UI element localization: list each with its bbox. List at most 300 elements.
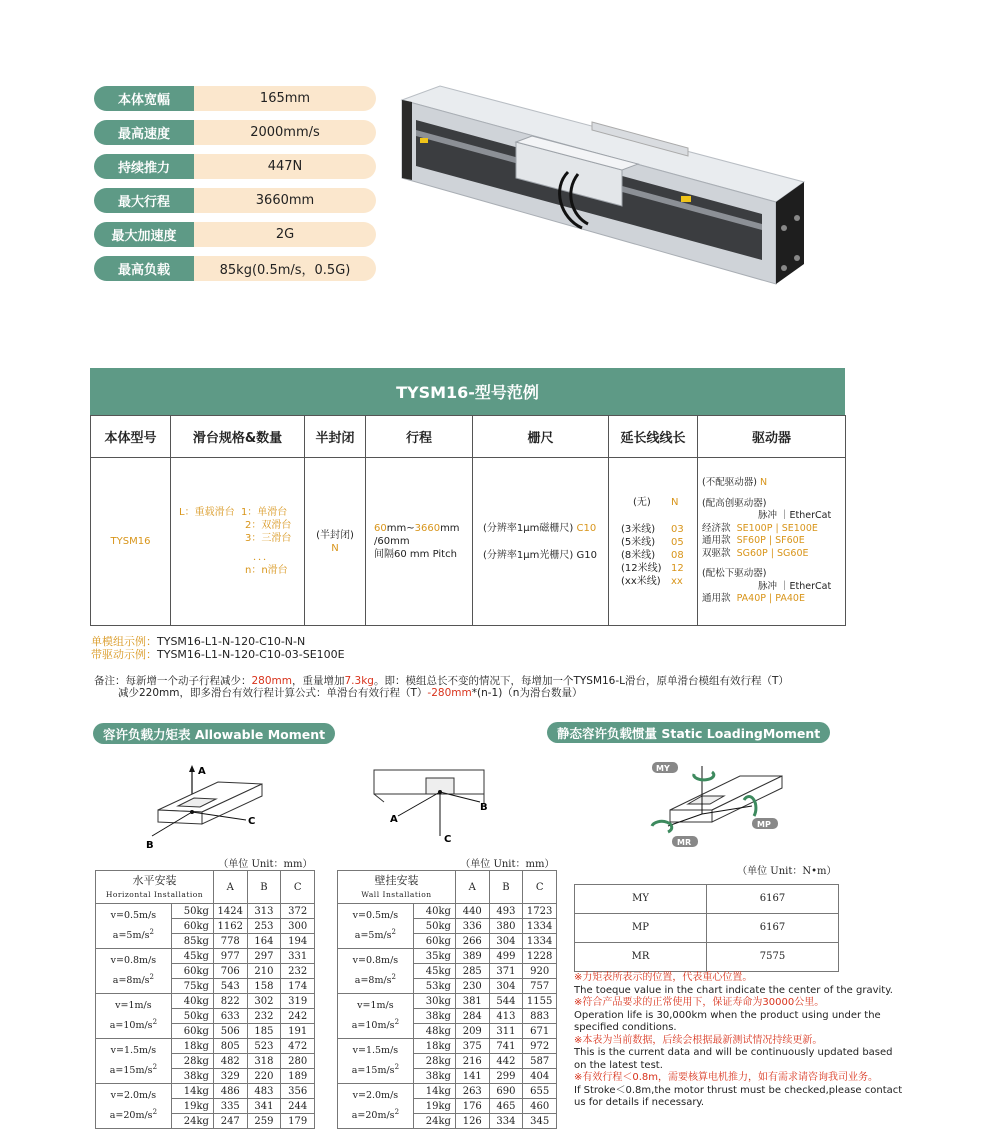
moment-cell: 1723 bbox=[523, 904, 557, 919]
moment-cell: 822 bbox=[213, 994, 247, 1009]
label-mr: MR bbox=[677, 838, 692, 847]
col-header: C bbox=[281, 871, 315, 904]
moment-cell: 230 bbox=[455, 979, 489, 994]
note-highlight: -280mm bbox=[427, 687, 472, 699]
moment-cell: 253 bbox=[247, 919, 281, 934]
ext-row bbox=[621, 523, 693, 536]
title-zh: 水平安装 bbox=[132, 873, 177, 887]
ext-code: 12 bbox=[671, 562, 684, 574]
moment-cell: 174 bbox=[281, 979, 315, 994]
moment-cell: 319 bbox=[281, 994, 315, 1009]
semi-label: (半封闭) bbox=[316, 529, 354, 541]
moment-cell: 465 bbox=[489, 1099, 523, 1114]
moment-cell: 1424 bbox=[213, 904, 247, 919]
moment-cell: 216 bbox=[455, 1054, 489, 1069]
moment-cell: 482 bbox=[213, 1054, 247, 1069]
title-zh: 壁挂安装 bbox=[374, 873, 419, 887]
horizontal-moment-table bbox=[95, 855, 315, 1129]
note-text: 减少220mm，即多滑台有效行程计算公式：单滑台有效行程（T） bbox=[118, 687, 428, 699]
note-line: ※符合产品要求的正常使用下，保证寿命为30000公里。 bbox=[574, 997, 825, 1008]
moment-cell: 335 bbox=[213, 1099, 247, 1114]
spec-label: 持续推力 bbox=[94, 154, 194, 179]
moment-cell: 972 bbox=[523, 1039, 557, 1054]
moment-cell: 671 bbox=[523, 1024, 557, 1039]
accel-value: a=5m/s bbox=[354, 930, 392, 942]
spec-value: 3660mm bbox=[194, 188, 376, 213]
ext-label: (5米线) bbox=[621, 536, 656, 548]
moment-cell: 244 bbox=[281, 1099, 315, 1114]
static-row bbox=[575, 884, 839, 913]
table-row bbox=[338, 904, 557, 919]
table-row bbox=[338, 1084, 557, 1099]
moment-cell: 176 bbox=[455, 1099, 489, 1114]
spec-list bbox=[94, 86, 376, 290]
driver-cols: 脉冲 ｜EtherCat bbox=[758, 510, 832, 522]
moment-cell: 587 bbox=[523, 1054, 557, 1069]
accel bbox=[340, 1059, 411, 1079]
moment-cell: 126 bbox=[455, 1114, 489, 1129]
ext-row bbox=[621, 496, 693, 509]
moment-cell: 371 bbox=[489, 964, 523, 979]
speed-group bbox=[96, 904, 172, 949]
accel-exp: 2 bbox=[394, 1017, 400, 1026]
speed-group bbox=[338, 904, 414, 949]
stroke-pitch: 间隔60 mm Pitch bbox=[374, 549, 457, 560]
load-cell: 53kg bbox=[413, 979, 455, 994]
accel-value: a=20m/s bbox=[109, 1110, 153, 1122]
static-moment-diagram bbox=[640, 760, 790, 850]
notes bbox=[574, 972, 904, 1110]
spec-label: 本体宽幅 bbox=[94, 86, 194, 111]
label-a: A bbox=[390, 814, 398, 825]
moment-cell: 757 bbox=[523, 979, 557, 994]
driver-row bbox=[702, 593, 841, 606]
accel-value: a=10m/s bbox=[351, 1020, 395, 1032]
header-extension-cable: 延长线线长 bbox=[609, 416, 698, 458]
moment-cell: 336 bbox=[455, 919, 489, 934]
moment-cell: 299 bbox=[489, 1069, 523, 1084]
load-cell: 19kg bbox=[171, 1099, 213, 1114]
moment-cell: 266 bbox=[455, 934, 489, 949]
load-cell: 45kg bbox=[171, 949, 213, 964]
note-highlight: 280mm bbox=[251, 675, 292, 687]
accel bbox=[98, 1059, 169, 1079]
moment-cell: 280 bbox=[281, 1054, 315, 1069]
accel bbox=[340, 924, 411, 944]
spec-value: 165mm bbox=[194, 86, 376, 111]
table-row bbox=[338, 1039, 557, 1054]
ext-code: N bbox=[671, 496, 679, 508]
moment-cell: 141 bbox=[455, 1069, 489, 1084]
driver-row-label: 经济款 bbox=[702, 522, 731, 534]
driver-group-title: (配高创驱动器) bbox=[702, 497, 767, 509]
static-row bbox=[575, 913, 839, 942]
speed: v=1m/s bbox=[357, 999, 394, 1011]
label-c: C bbox=[444, 834, 452, 845]
speed-group bbox=[96, 949, 172, 994]
speed: v=1.5m/s bbox=[110, 1044, 157, 1056]
remark-note bbox=[94, 675, 954, 699]
horizontal-diagram bbox=[140, 762, 280, 852]
load-cell: 40kg bbox=[413, 904, 455, 919]
label-c: C bbox=[248, 816, 256, 827]
accel-exp: 2 bbox=[152, 1017, 158, 1026]
moment-cell: 440 bbox=[455, 904, 489, 919]
speed-group bbox=[338, 1084, 414, 1129]
spec-label: 最大行程 bbox=[94, 188, 194, 213]
driver-row-label: 通用款 bbox=[702, 593, 731, 605]
moment-cell: 311 bbox=[489, 1024, 523, 1039]
speed-group bbox=[338, 994, 414, 1039]
load-cell: 50kg bbox=[413, 919, 455, 934]
moment-cell: 655 bbox=[523, 1084, 557, 1099]
moment-cell: 334 bbox=[489, 1114, 523, 1129]
cell-slide-spec bbox=[171, 458, 305, 626]
example-row bbox=[91, 635, 345, 648]
moment-cell: 345 bbox=[523, 1114, 557, 1129]
ext-row bbox=[621, 562, 693, 575]
accel-exp: 2 bbox=[394, 1107, 400, 1116]
moment-cell: 209 bbox=[455, 1024, 489, 1039]
label-mp: MP bbox=[757, 820, 771, 829]
moment-cell: 472 bbox=[281, 1039, 315, 1054]
static-name: MY bbox=[575, 884, 707, 913]
table-row bbox=[96, 994, 315, 1009]
load-cell: 28kg bbox=[413, 1054, 455, 1069]
load-cell: 35kg bbox=[413, 949, 455, 964]
header-slide-spec: 滑台规格&数量 bbox=[171, 416, 305, 458]
driver-row-codes: PA40P | PA40E bbox=[736, 593, 805, 605]
ext-label: (8米线) bbox=[621, 549, 656, 561]
header-stroke: 行程 bbox=[366, 416, 473, 458]
load-cell: 38kg bbox=[413, 1069, 455, 1084]
slide-line-1 bbox=[179, 506, 300, 519]
load-cell: 14kg bbox=[413, 1084, 455, 1099]
moment-cell: 499 bbox=[489, 949, 523, 964]
moment-cell: 341 bbox=[247, 1099, 281, 1114]
table-header bbox=[338, 871, 557, 904]
note-prefix: 备注： bbox=[94, 675, 126, 687]
scale-code: G10 bbox=[576, 549, 597, 561]
static-moment-table bbox=[574, 855, 839, 972]
note-text: 每新增一个动子行程减少： bbox=[125, 675, 252, 687]
load-cell: 50kg bbox=[171, 904, 213, 919]
accel-exp: 2 bbox=[149, 972, 155, 981]
moment-cell: 506 bbox=[213, 1024, 247, 1039]
moment-cell: 483 bbox=[247, 1084, 281, 1099]
note-line: Operation life is 30,000km when the product using under the specified conditions. bbox=[574, 1009, 881, 1033]
accel-exp: 2 bbox=[149, 927, 155, 936]
spec-row bbox=[94, 222, 376, 247]
moment-cell: 523 bbox=[247, 1039, 281, 1054]
header-scale: 栅尺 bbox=[473, 416, 609, 458]
driver-row bbox=[702, 548, 841, 561]
moment-cell: 544 bbox=[489, 994, 523, 1009]
slide-option: 2：双滑台 bbox=[245, 520, 292, 531]
model-table bbox=[90, 368, 845, 626]
moment-cell: 329 bbox=[213, 1069, 247, 1084]
accel-value: a=8m/s bbox=[354, 975, 392, 987]
moment-cell: 442 bbox=[489, 1054, 523, 1069]
spec-label: 最高负载 bbox=[94, 256, 194, 281]
load-cell: 18kg bbox=[413, 1039, 455, 1054]
moment-cell: 372 bbox=[281, 904, 315, 919]
moment-cell: 210 bbox=[247, 964, 281, 979]
table-row bbox=[338, 949, 557, 964]
slide-option: 3：三滑台 bbox=[245, 533, 292, 544]
moment-cell: 189 bbox=[281, 1069, 315, 1084]
table-header bbox=[96, 871, 315, 904]
note-text: ，重量增加 bbox=[292, 675, 345, 687]
moment-cell: 883 bbox=[523, 1009, 557, 1024]
moment-cell: 1228 bbox=[523, 949, 557, 964]
moment-cell: 285 bbox=[455, 964, 489, 979]
accel-exp: 2 bbox=[152, 1062, 158, 1071]
moment-cell: 805 bbox=[213, 1039, 247, 1054]
scale-label: (分辨率1μm磁栅尺) bbox=[483, 522, 574, 534]
accel-exp: 2 bbox=[394, 1062, 400, 1071]
cell-extension-cable bbox=[609, 458, 698, 626]
col-header: A bbox=[455, 871, 489, 904]
accel bbox=[98, 1104, 169, 1124]
moment-cell: 741 bbox=[489, 1039, 523, 1054]
linear-module-image bbox=[392, 78, 812, 288]
accel bbox=[340, 1014, 411, 1034]
moment-cell: 977 bbox=[213, 949, 247, 964]
moment-cell: 259 bbox=[247, 1114, 281, 1129]
speed: v=2.0m/s bbox=[110, 1089, 157, 1101]
moment-cell: 389 bbox=[455, 949, 489, 964]
speed-group bbox=[338, 949, 414, 994]
speed: v=2.0m/s bbox=[352, 1089, 399, 1101]
speed: v=1m/s bbox=[115, 999, 152, 1011]
note-text: 。即：模组总长不变的情况下，每增加一个TYSM16-L滑台，原单滑台模组有效行程（T） bbox=[373, 675, 789, 687]
driver-none bbox=[702, 477, 841, 490]
moment-cell: 331 bbox=[281, 949, 315, 964]
moment-cell: 413 bbox=[489, 1009, 523, 1024]
load-cell: 24kg bbox=[171, 1114, 213, 1129]
load-cell: 50kg bbox=[171, 1009, 213, 1024]
moment-cell: 356 bbox=[281, 1084, 315, 1099]
driver-row-codes: SG60P | SG60E bbox=[736, 547, 809, 559]
header-semi-closed: 半封闭 bbox=[305, 416, 366, 458]
driver-row-label: 通用款 bbox=[702, 535, 731, 547]
col-header: A bbox=[213, 871, 247, 904]
ext-label: (无) bbox=[633, 496, 651, 508]
slide-option: 1：单滑台 bbox=[240, 507, 288, 518]
moment-cell: 242 bbox=[281, 1009, 315, 1024]
spec-row bbox=[94, 256, 376, 281]
driver-row bbox=[702, 535, 841, 548]
speed-group bbox=[338, 1039, 414, 1084]
moment-cell: 493 bbox=[489, 904, 523, 919]
load-cell: 40kg bbox=[171, 994, 213, 1009]
moment-cell: 232 bbox=[281, 964, 315, 979]
load-cell: 48kg bbox=[413, 1024, 455, 1039]
ext-row bbox=[621, 536, 693, 549]
cell-semi-closed bbox=[305, 458, 366, 626]
accel bbox=[340, 1104, 411, 1124]
note-text: *(n-1)（n为滑台数量） bbox=[471, 687, 583, 699]
stroke-range bbox=[374, 522, 468, 535]
moment-cell: 486 bbox=[213, 1084, 247, 1099]
moment-cell: 304 bbox=[489, 934, 523, 949]
stroke-unit: mm~ bbox=[386, 523, 415, 534]
stroke-step: /60mm bbox=[374, 536, 410, 547]
moment-cell: 690 bbox=[489, 1084, 523, 1099]
accel-exp: 2 bbox=[391, 927, 397, 936]
moment-cell: 380 bbox=[489, 919, 523, 934]
driver-row-label: 双驱款 bbox=[702, 547, 731, 559]
note-line: ※本表为当前数据，后续会根据最新测试情况持续更新。 bbox=[574, 1034, 823, 1046]
scale-magnet bbox=[483, 522, 604, 535]
load-cell: 18kg bbox=[171, 1039, 213, 1054]
cell-stroke bbox=[366, 458, 473, 626]
static-unit: （单位 Unit：N•m） bbox=[575, 855, 839, 884]
speed: v=0.5m/s bbox=[352, 909, 399, 921]
driver-group-title: (配松下驱动器) bbox=[702, 568, 767, 580]
spec-row bbox=[94, 188, 376, 213]
ext-row bbox=[621, 549, 693, 562]
moment-cell: 404 bbox=[523, 1069, 557, 1084]
load-cell: 24kg bbox=[413, 1114, 455, 1129]
body-model-value: TYSM16 bbox=[110, 536, 151, 547]
scale-optical bbox=[483, 549, 604, 562]
note-line: If Stroke＜0.8m,the motor thrust must be checked,please contact us for details if necessary. bbox=[574, 1084, 903, 1108]
spec-label: 最高速度 bbox=[94, 120, 194, 145]
note-line: The toeque value in the chart indicate the center of the gravity. bbox=[574, 984, 893, 996]
load-cell: 45kg bbox=[413, 964, 455, 979]
stroke-min: 60 bbox=[374, 523, 387, 534]
accel-value: a=15m/s bbox=[351, 1065, 395, 1077]
moment-cell: 313 bbox=[247, 904, 281, 919]
accel-value: a=10m/s bbox=[109, 1020, 153, 1032]
speed: v=0.8m/s bbox=[352, 954, 399, 966]
col-header: C bbox=[523, 871, 557, 904]
accel-exp: 2 bbox=[391, 972, 397, 981]
moment-cell: 158 bbox=[247, 979, 281, 994]
wall-diagram bbox=[368, 764, 498, 846]
example-label: 带驱动示例： bbox=[91, 648, 157, 661]
moment-cell: 633 bbox=[213, 1009, 247, 1024]
table-unit: （单位 Unit：mm） bbox=[338, 855, 557, 871]
accel bbox=[340, 969, 411, 989]
label-my: MY bbox=[656, 764, 670, 773]
load-cell: 14kg bbox=[171, 1084, 213, 1099]
table-row bbox=[96, 1084, 315, 1099]
slide-prefix: L：重载滑台 bbox=[179, 507, 235, 518]
speed: v=0.5m/s bbox=[110, 909, 157, 921]
spec-value: 2000mm/s bbox=[194, 120, 376, 145]
moment-cell: 194 bbox=[281, 934, 315, 949]
table-row bbox=[96, 1039, 315, 1054]
moment-cell: 232 bbox=[247, 1009, 281, 1024]
header-body-model: 本体型号 bbox=[91, 416, 171, 458]
speed: v=1.5m/s bbox=[352, 1044, 399, 1056]
table-row bbox=[96, 904, 315, 919]
moment-cell: 1334 bbox=[523, 934, 557, 949]
driver-cols: 脉冲 ｜EtherCat bbox=[758, 580, 832, 592]
moment-cell: 1162 bbox=[213, 919, 247, 934]
spec-value: 2G bbox=[194, 222, 376, 247]
driver-row-codes: SF60P | SF60E bbox=[736, 535, 805, 547]
load-cell: 60kg bbox=[171, 1024, 213, 1039]
col-header: B bbox=[247, 871, 281, 904]
moment-cell: 247 bbox=[213, 1114, 247, 1129]
moment-cell: 220 bbox=[247, 1069, 281, 1084]
moment-cell: 920 bbox=[523, 964, 557, 979]
slide-line-2 bbox=[179, 519, 300, 532]
title-en: Wall Installation bbox=[361, 889, 432, 899]
static-value: 7575 bbox=[707, 942, 839, 971]
accel bbox=[98, 969, 169, 989]
accel bbox=[98, 924, 169, 944]
note-highlight: 7.3kg bbox=[344, 675, 374, 687]
moment-cell: 300 bbox=[281, 919, 315, 934]
example-value: TYSM16-L1-N-120-C10-03-SE100E bbox=[157, 648, 345, 661]
spec-row bbox=[94, 154, 376, 179]
example-label: 单模组示例： bbox=[91, 635, 157, 648]
semi-code: N bbox=[331, 542, 339, 554]
driver-none-code: N bbox=[759, 477, 768, 489]
stroke-max: 3660 bbox=[414, 523, 441, 534]
ext-code: 08 bbox=[671, 549, 684, 561]
load-cell: 19kg bbox=[413, 1099, 455, 1114]
note-line: ※力矩表所表示的位置，代表重心位置。 bbox=[574, 972, 753, 983]
accel-value: a=8m/s bbox=[112, 975, 150, 987]
spec-value: 85kg(0.5m/s，0.5G) bbox=[194, 256, 376, 281]
moment-cell: 318 bbox=[247, 1054, 281, 1069]
stroke-unit: mm bbox=[440, 523, 460, 534]
static-value: 6167 bbox=[707, 884, 839, 913]
note-line: This is the current data and will be continuously updated based on the latest test. bbox=[574, 1047, 893, 1071]
speed-group bbox=[96, 1039, 172, 1084]
slide-line-3 bbox=[179, 532, 300, 545]
model-table-title: TYSM16-型号范例 bbox=[90, 368, 845, 415]
load-cell: 28kg bbox=[171, 1054, 213, 1069]
scale-code: C10 bbox=[576, 522, 597, 534]
speed-group bbox=[96, 994, 172, 1039]
slide-dots: ．．． bbox=[253, 552, 273, 563]
wall-moment-table bbox=[337, 855, 557, 1129]
col-header: B bbox=[489, 871, 523, 904]
accel-value: a=20m/s bbox=[351, 1110, 395, 1122]
load-cell: 75kg bbox=[171, 979, 213, 994]
scale-label: (分辨率1μm光栅尺) bbox=[483, 549, 574, 561]
speed: v=0.8m/s bbox=[110, 954, 157, 966]
slide-line-n bbox=[179, 564, 300, 577]
load-cell: 60kg bbox=[171, 964, 213, 979]
header-driver: 驱动器 bbox=[698, 416, 846, 458]
moment-cell: 185 bbox=[247, 1024, 281, 1039]
section-allowable-moment: 容许负载力矩表 Allowable Moment bbox=[93, 723, 335, 744]
moment-cell: 297 bbox=[247, 949, 281, 964]
moment-cell: 179 bbox=[281, 1114, 315, 1129]
ext-label: (3米线) bbox=[621, 523, 656, 535]
moment-cell: 263 bbox=[455, 1084, 489, 1099]
section-static-moment: 静态容许负载惯量 Static LoadingMoment bbox=[547, 722, 830, 743]
table-unit: （单位 Unit：mm） bbox=[96, 855, 315, 871]
table-row bbox=[96, 949, 315, 964]
moment-cell: 381 bbox=[455, 994, 489, 1009]
table-title bbox=[338, 871, 456, 904]
load-cell: 60kg bbox=[413, 934, 455, 949]
moment-cell: 284 bbox=[455, 1009, 489, 1024]
note-line: ※有效行程＜0.8m，需要核算电机推力，如有需求请咨询我司业务。 bbox=[574, 1072, 879, 1083]
load-cell: 30kg bbox=[413, 994, 455, 1009]
moment-cell: 304 bbox=[489, 979, 523, 994]
driver-row-codes: SE100P | SE100E bbox=[736, 522, 818, 534]
